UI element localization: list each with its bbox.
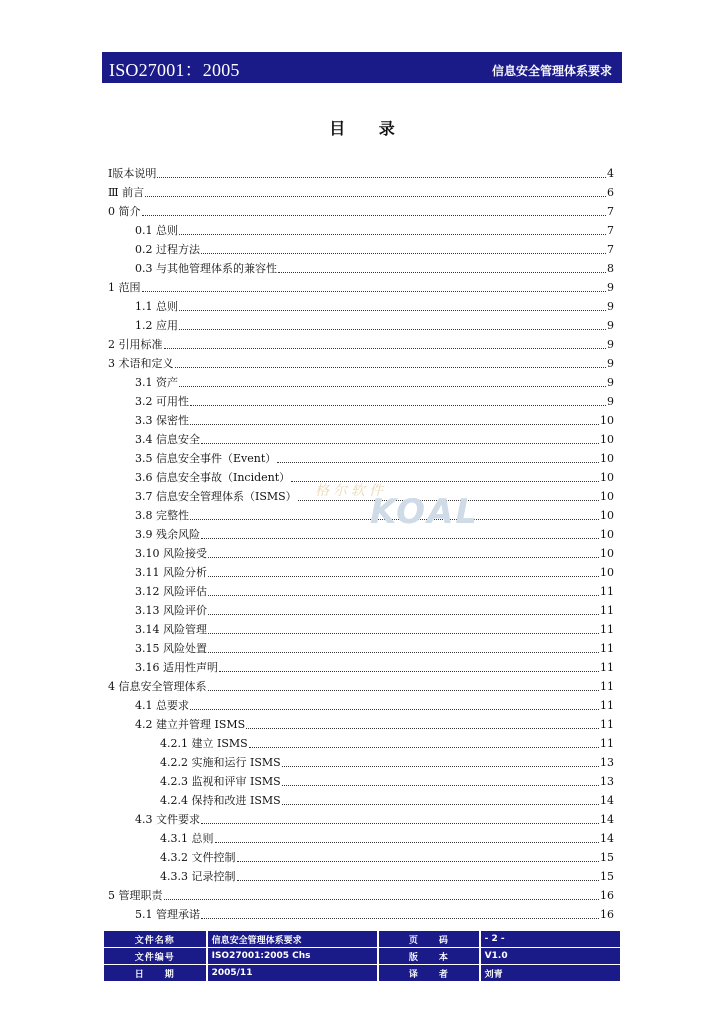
toc-entry-label: 3.8 完整性 xyxy=(135,509,189,522)
toc-entry-label: 4.2.4 保持和改进 ISMS xyxy=(160,794,281,807)
toc-entry-label: 4.3.2 文件控制 xyxy=(160,851,236,864)
toc-leader-dots xyxy=(219,671,599,672)
toc-entry-label: Ⅰ版本说明 xyxy=(108,167,157,180)
toc-entry-label: 4.1 总要求 xyxy=(135,699,189,712)
toc-leader-dots xyxy=(201,443,599,444)
toc-leader-dots xyxy=(179,386,606,387)
footer-row xyxy=(104,931,620,947)
toc-entry-label: 3.13 风险评价 xyxy=(135,604,207,617)
toc-entry[interactable] xyxy=(108,582,614,601)
toc-entry[interactable] xyxy=(108,829,614,848)
toc-leader-dots xyxy=(291,481,599,482)
toc-entry[interactable] xyxy=(108,772,614,791)
footer-info-table xyxy=(102,930,622,982)
toc-leader-dots xyxy=(201,538,599,539)
toc-entry-page: 11 xyxy=(600,661,614,674)
toc-entry-page: 16 xyxy=(600,889,614,902)
toc-leader-dots xyxy=(208,690,600,691)
toc-entry-label: 3.2 可用性 xyxy=(135,395,189,408)
toc-entry-page: 10 xyxy=(600,433,614,446)
page-title: 目 录 xyxy=(329,119,409,138)
footer-value: 刘青 xyxy=(481,965,620,981)
toc-entry-page: 11 xyxy=(600,604,614,617)
toc-entry[interactable] xyxy=(108,335,614,354)
toc-leader-dots xyxy=(164,348,607,349)
toc-entry-label: 4.3 文件要求 xyxy=(135,813,200,826)
toc-entry[interactable] xyxy=(108,221,614,240)
toc-leader-dots xyxy=(282,804,599,805)
toc-leader-dots xyxy=(278,272,606,273)
footer-label: 日 期 xyxy=(104,965,206,981)
toc-entry-page: 11 xyxy=(600,718,614,731)
toc-entry-label: 4 信息安全管理体系 xyxy=(108,680,207,693)
toc-entry-label: 4.2.2 实施和运行 ISMS xyxy=(160,756,281,769)
toc-entry-label: 3.6 信息安全事故（Incident） xyxy=(135,471,291,484)
toc-leader-dots xyxy=(249,747,599,748)
toc-entry-page: 11 xyxy=(600,642,614,655)
toc-entry-label: 3.16 适用性声明 xyxy=(135,661,218,674)
toc-entry-page: 11 xyxy=(600,699,614,712)
toc-entry-label: 3.12 风险评估 xyxy=(135,585,207,598)
toc-entry[interactable] xyxy=(108,316,614,335)
toc-leader-dots xyxy=(208,595,599,596)
toc-entry-page: 8 xyxy=(607,262,614,275)
toc-entry[interactable] xyxy=(108,867,614,886)
toc-entry-page: 9 xyxy=(607,395,614,408)
toc-entry[interactable] xyxy=(108,696,614,715)
toc-entry[interactable] xyxy=(108,905,614,924)
toc-entry[interactable] xyxy=(108,164,614,183)
toc-entry-page: 9 xyxy=(607,376,614,389)
toc-leader-dots xyxy=(215,842,600,843)
toc-entry-page: 15 xyxy=(600,870,614,883)
watermark-logo: KOAL xyxy=(370,492,480,532)
footer-label: 版 本 xyxy=(379,948,479,964)
footer-label: 译 者 xyxy=(379,965,479,981)
toc-entry-page: 14 xyxy=(600,813,614,826)
toc-entry-page: 10 xyxy=(600,528,614,541)
toc-leader-dots xyxy=(237,880,600,881)
toc-leader-dots xyxy=(208,652,599,653)
page-header xyxy=(102,52,622,83)
toc-entry[interactable] xyxy=(108,297,614,316)
toc-leader-dots xyxy=(282,785,599,786)
toc-entry[interactable] xyxy=(108,259,614,278)
header-doc-title: 信息安全管理体系要求 xyxy=(491,64,612,78)
toc-leader-dots xyxy=(208,557,599,558)
toc-entry-label: 3.9 残余风险 xyxy=(135,528,200,541)
toc-leader-dots xyxy=(145,196,606,197)
toc-entry-label: 2 引用标准 xyxy=(108,338,163,351)
toc-entry-page: 11 xyxy=(600,680,614,693)
footer-label: 文件名称 xyxy=(104,931,206,947)
toc-entry-label: 5 管理职责 xyxy=(108,889,163,902)
toc-leader-dots xyxy=(190,405,606,406)
toc-entry-page: 7 xyxy=(607,224,614,237)
toc-entry[interactable] xyxy=(108,411,614,430)
toc-entry[interactable] xyxy=(108,525,614,544)
toc-entry-label: 3.4 信息安全 xyxy=(135,433,200,446)
toc-entry-label: 4.2.3 监视和评审 ISMS xyxy=(160,775,281,788)
toc-entry-page: 10 xyxy=(600,547,614,560)
toc-entry-page: 13 xyxy=(600,775,614,788)
toc-entry[interactable] xyxy=(108,563,614,582)
toc-entry-label: 3.7 信息安全管理体系（ISMS） xyxy=(135,490,297,503)
toc-leader-dots xyxy=(190,709,599,710)
toc-entry-page: 10 xyxy=(600,566,614,579)
toc-entry[interactable] xyxy=(108,506,614,525)
toc-entry-label: 0.2 过程方法 xyxy=(135,243,200,256)
footer-value: V1.0 xyxy=(481,948,620,964)
toc-entry[interactable] xyxy=(108,734,614,753)
toc-entry-page: 14 xyxy=(600,794,614,807)
toc-entry[interactable] xyxy=(108,183,614,202)
toc-leader-dots xyxy=(190,424,599,425)
toc-entry[interactable] xyxy=(108,810,614,829)
toc-entry-label: 3.14 风险管理 xyxy=(135,623,207,636)
toc-entry-page: 9 xyxy=(607,357,614,370)
toc-entry-label: 3 术语和定义 xyxy=(108,357,174,370)
toc-leader-dots xyxy=(298,500,599,501)
toc-entry-page: 11 xyxy=(600,623,614,636)
footer-value: ISO27001:2005 Chs xyxy=(208,948,377,964)
toc-entry-label: 3.5 信息安全事件（Event） xyxy=(135,452,277,465)
footer-value: 信息安全管理体系要求 xyxy=(208,931,377,947)
toc-leader-dots xyxy=(142,215,607,216)
toc-leader-dots xyxy=(201,918,599,919)
toc-leader-dots xyxy=(282,766,599,767)
toc-leader-dots xyxy=(175,367,607,368)
toc-entry[interactable] xyxy=(108,848,614,867)
toc-entry[interactable] xyxy=(108,753,614,772)
toc-entry-page: 9 xyxy=(607,300,614,313)
toc-leader-dots xyxy=(201,823,599,824)
toc-entry-page: 14 xyxy=(600,832,614,845)
footer-value: 2005/11 xyxy=(208,965,377,981)
toc-entry[interactable] xyxy=(108,430,614,449)
toc-entry-label: Ⅲ 前言 xyxy=(108,186,145,199)
footer-row xyxy=(104,948,620,964)
toc-entry-page: 10 xyxy=(600,509,614,522)
toc-entry-label: 0.3 与其他管理体系的兼容性 xyxy=(135,262,277,275)
table-of-contents xyxy=(108,164,614,924)
toc-entry-label: 4.3.3 记录控制 xyxy=(160,870,236,883)
toc-entry-label: 4.3.1 总则 xyxy=(160,832,214,845)
toc-entry[interactable] xyxy=(108,791,614,810)
toc-entry[interactable] xyxy=(108,449,614,468)
toc-entry-label: 4.2.1 建立 ISMS xyxy=(160,737,248,750)
toc-entry[interactable] xyxy=(108,468,614,487)
toc-entry-label: 1.2 应用 xyxy=(135,319,178,332)
toc-entry-page: 11 xyxy=(600,737,614,750)
toc-leader-dots xyxy=(157,177,606,178)
toc-leader-dots xyxy=(208,633,599,634)
toc-leader-dots xyxy=(142,291,607,292)
footer-row xyxy=(104,965,620,981)
toc-entry[interactable] xyxy=(108,354,614,373)
toc-entry[interactable] xyxy=(108,373,614,392)
toc-entry-label: 3.11 风险分析 xyxy=(135,566,207,579)
toc-entry[interactable] xyxy=(108,677,614,696)
toc-leader-dots xyxy=(208,576,599,577)
footer-value: - 2 - xyxy=(481,931,620,947)
toc-leader-dots xyxy=(246,728,599,729)
toc-entry[interactable] xyxy=(108,620,614,639)
toc-entry-page: 10 xyxy=(600,452,614,465)
toc-entry-page: 11 xyxy=(600,585,614,598)
toc-entry-page: 9 xyxy=(607,319,614,332)
toc-entry-label: 3.10 风险接受 xyxy=(135,547,207,560)
toc-leader-dots xyxy=(201,253,606,254)
toc-entry[interactable] xyxy=(108,886,614,905)
toc-entry-label: 3.1 资产 xyxy=(135,376,178,389)
toc-entry-page: 13 xyxy=(600,756,614,769)
toc-entry-page: 10 xyxy=(600,471,614,484)
toc-entry-label: 0.1 总则 xyxy=(135,224,178,237)
toc-entry[interactable] xyxy=(108,639,614,658)
toc-entry-page: 10 xyxy=(600,490,614,503)
toc-entry-page: 16 xyxy=(600,908,614,921)
toc-entry-page: 7 xyxy=(607,243,614,256)
toc-leader-dots xyxy=(277,462,599,463)
toc-leader-dots xyxy=(179,234,606,235)
toc-entry[interactable] xyxy=(108,544,614,563)
toc-entry[interactable] xyxy=(108,202,614,221)
toc-leader-dots xyxy=(208,614,599,615)
toc-leader-dots xyxy=(237,861,600,862)
toc-entry-page: 9 xyxy=(607,338,614,351)
watermark-cn: 格尔软件 xyxy=(315,483,387,499)
footer-label: 文件编号 xyxy=(104,948,206,964)
toc-entry-page: 15 xyxy=(600,851,614,864)
footer-label: 页 码 xyxy=(379,931,479,947)
toc-leader-dots xyxy=(164,899,600,900)
toc-entry[interactable] xyxy=(108,392,614,411)
toc-entry-label: 5.1 管理承诺 xyxy=(135,908,200,921)
toc-entry-label: 1 范围 xyxy=(108,281,141,294)
toc-leader-dots xyxy=(190,519,599,520)
toc-entry[interactable] xyxy=(108,487,614,506)
toc-entry-label: 3.3 保密性 xyxy=(135,414,189,427)
toc-leader-dots xyxy=(179,310,606,311)
toc-entry[interactable] xyxy=(108,658,614,677)
toc-entry[interactable] xyxy=(108,278,614,297)
header-standard-title: ISO27001：2005 xyxy=(109,60,240,80)
toc-entry-page: 4 xyxy=(607,167,614,180)
toc-entry-page: 9 xyxy=(607,281,614,294)
toc-entry-page: 7 xyxy=(607,205,614,218)
toc-entry[interactable] xyxy=(108,601,614,620)
toc-leader-dots xyxy=(179,329,606,330)
toc-entry-label: 4.2 建立并管理 ISMS xyxy=(135,718,246,731)
toc-entry[interactable] xyxy=(108,715,614,734)
toc-entry-page: 6 xyxy=(607,186,614,199)
toc-entry-label: 1.1 总则 xyxy=(135,300,178,313)
toc-entry-label: 3.15 风险处置 xyxy=(135,642,207,655)
toc-entry[interactable] xyxy=(108,240,614,259)
toc-entry-page: 10 xyxy=(600,414,614,427)
toc-entry-label: 0 简介 xyxy=(108,205,141,218)
